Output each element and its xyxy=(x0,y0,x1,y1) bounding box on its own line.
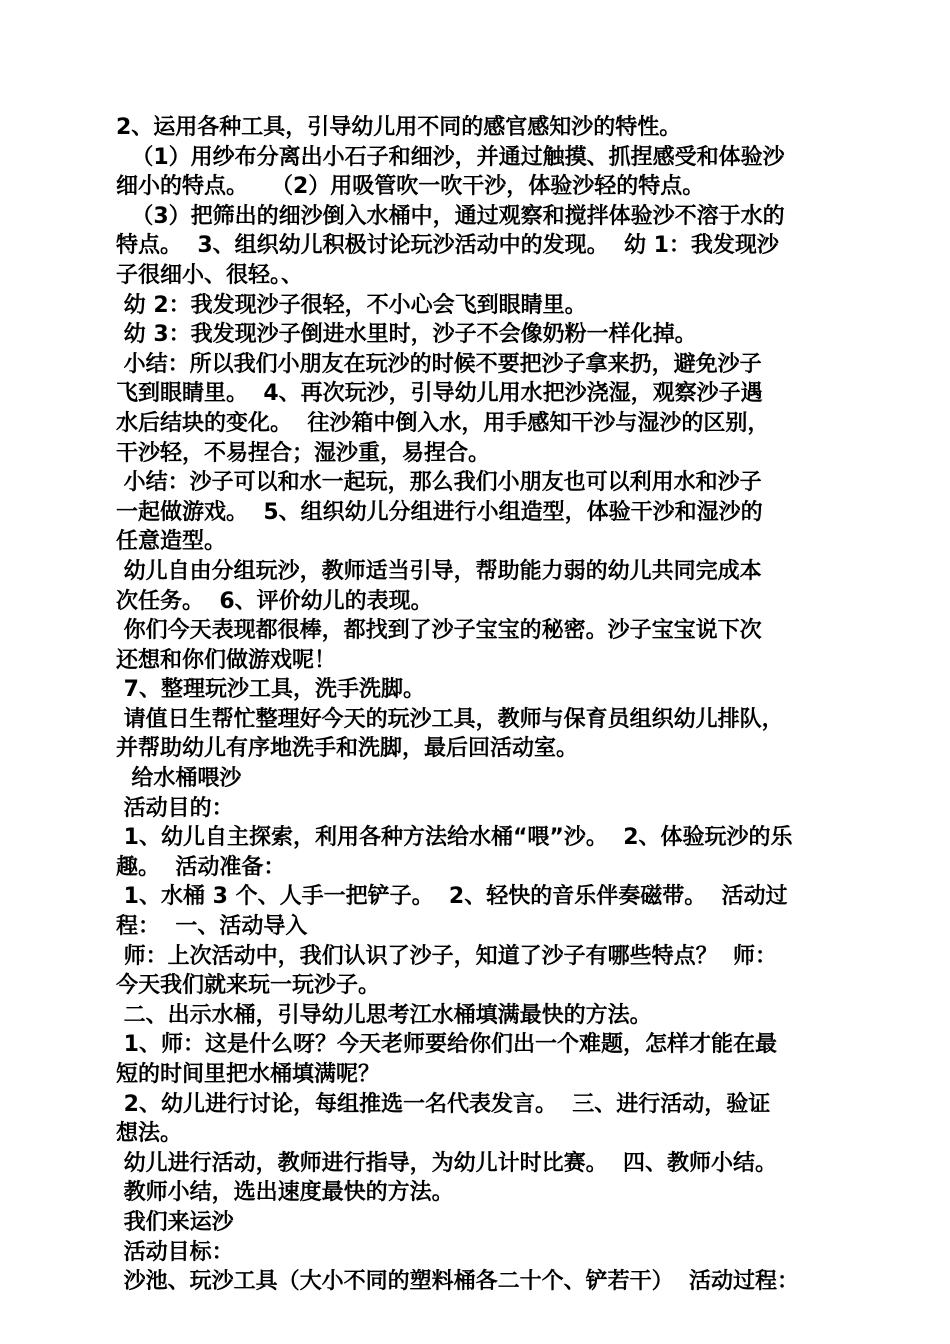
text-line: 活动目的： xyxy=(116,795,234,821)
text-line: 子很细小、很轻。、 xyxy=(116,262,304,288)
text-line: 2、运用各种工具，引导幼儿用不同的感官感知沙的特性。 xyxy=(116,115,682,140)
text-line: 1、师：这是什么呀？今天老师要给你们出一个难题，怎样才能在最 xyxy=(116,1032,777,1058)
text-line: 小结：沙子可以和水一起玩，那么我们小朋友也可以利用水和沙子 xyxy=(116,470,762,496)
text-line: 程： 一、活动导入 xyxy=(116,914,308,940)
text-line: 飞到眼睛里。 4、再次玩沙，引导幼儿用水把沙浇湿，观察沙子遇 xyxy=(116,381,763,407)
text-line: 细小的特点。 （2）用吸管吹一吹干沙，体验沙轻的特点。 xyxy=(116,174,705,200)
text-line: 趣。 活动准备： xyxy=(116,854,286,880)
text-line: 1、幼儿自主探索，利用各种方法给水桶“喂”沙。 2、体验玩沙的乐 xyxy=(116,825,793,851)
section-title: 给水桶喂沙 xyxy=(116,766,242,792)
text-line: 2、幼儿进行讨论，每组推选一名代表发言。 三、进行活动，验证 xyxy=(116,1091,771,1117)
text-line: 幼儿进行活动，教师进行指导，为幼儿计时比赛。 四、教师小结。 xyxy=(116,1150,777,1176)
text-line: 1、水桶 3 个、人手一把铲子。 2、轻快的音乐伴奏磁带。 活动过 xyxy=(116,884,788,910)
text-line: 活动目标： xyxy=(116,1239,234,1265)
text-line: 师：上次活动中，我们认识了沙子，知道了沙子有哪些特点？ 师： xyxy=(116,943,777,969)
text-line: 你们今天表现都很棒，都找到了沙子宝宝的秘密。沙子宝宝说下次 xyxy=(116,618,762,644)
text-line: （3）把筛出的细沙倒入水桶中，通过观察和搅拌体验沙不溶于水的 xyxy=(116,203,785,229)
text-line: 小结：所以我们小朋友在玩沙的时候不要把沙子拿来扔，避免沙子 xyxy=(116,351,762,377)
text-line: 7、整理玩沙工具，洗手洗脚。 xyxy=(116,677,425,703)
text-line: 还想和你们做游戏呢！ xyxy=(116,647,337,673)
text-line: 想法。 xyxy=(116,1121,183,1147)
text-line: 次任务。 6、评价幼儿的表现。 xyxy=(116,588,433,614)
text-line: 干沙轻，不易捏合；湿沙重，易捏合。 xyxy=(116,440,491,466)
text-line: （1）用纱布分离出小石子和细沙，并通过触摸、抓捏感受和体验沙 xyxy=(116,144,785,170)
section-title: 我们来运沙 xyxy=(116,1209,234,1235)
text-line: 幼 2：我发现沙子很轻，不小心会飞到眼睛里。 xyxy=(116,292,587,318)
text-line: 请值日生帮忙整理好今天的玩沙工具，教师与保育员组织幼儿排队， xyxy=(116,706,784,732)
text-line: 水后结块的变化。 往沙箱中倒入水，用手感知干沙与湿沙的区别， xyxy=(116,410,770,436)
text-line: 并帮助幼儿有序地洗手和洗脚，最后回活动室。 xyxy=(116,736,579,762)
document-body xyxy=(116,113,838,1297)
text-line: 今天我们就来玩一玩沙子。 xyxy=(116,973,381,999)
text-line: 沙池、玩沙工具（大小不同的塑料桶各二十个、铲若干） 活动过程： xyxy=(116,1269,799,1295)
text-line: 一起做游戏。 5、组织幼儿分组进行小组造型，体验干沙和湿沙的 xyxy=(116,499,763,525)
text-line: 幼 3：我发现沙子倒进水里时，沙子不会像奶粉一样化掉。 xyxy=(116,322,697,348)
text-line: 二、出示水桶，引导幼儿思考江水桶填满最快的方法。 xyxy=(116,1002,652,1028)
text-line: 短的时间里把水桶填满呢？ xyxy=(116,1062,381,1087)
text-line: 任意造型。 xyxy=(116,529,227,555)
text-line: 幼儿自由分组玩沙，教师适当引导，帮助能力弱的幼儿共同完成本 xyxy=(116,558,762,584)
text-line: 教师小结，选出速度最快的方法。 xyxy=(116,1180,454,1206)
text-line: 特点。 3、组织幼儿积极讨论玩沙活动中的发现。 幼 1：我发现沙 xyxy=(116,233,779,259)
